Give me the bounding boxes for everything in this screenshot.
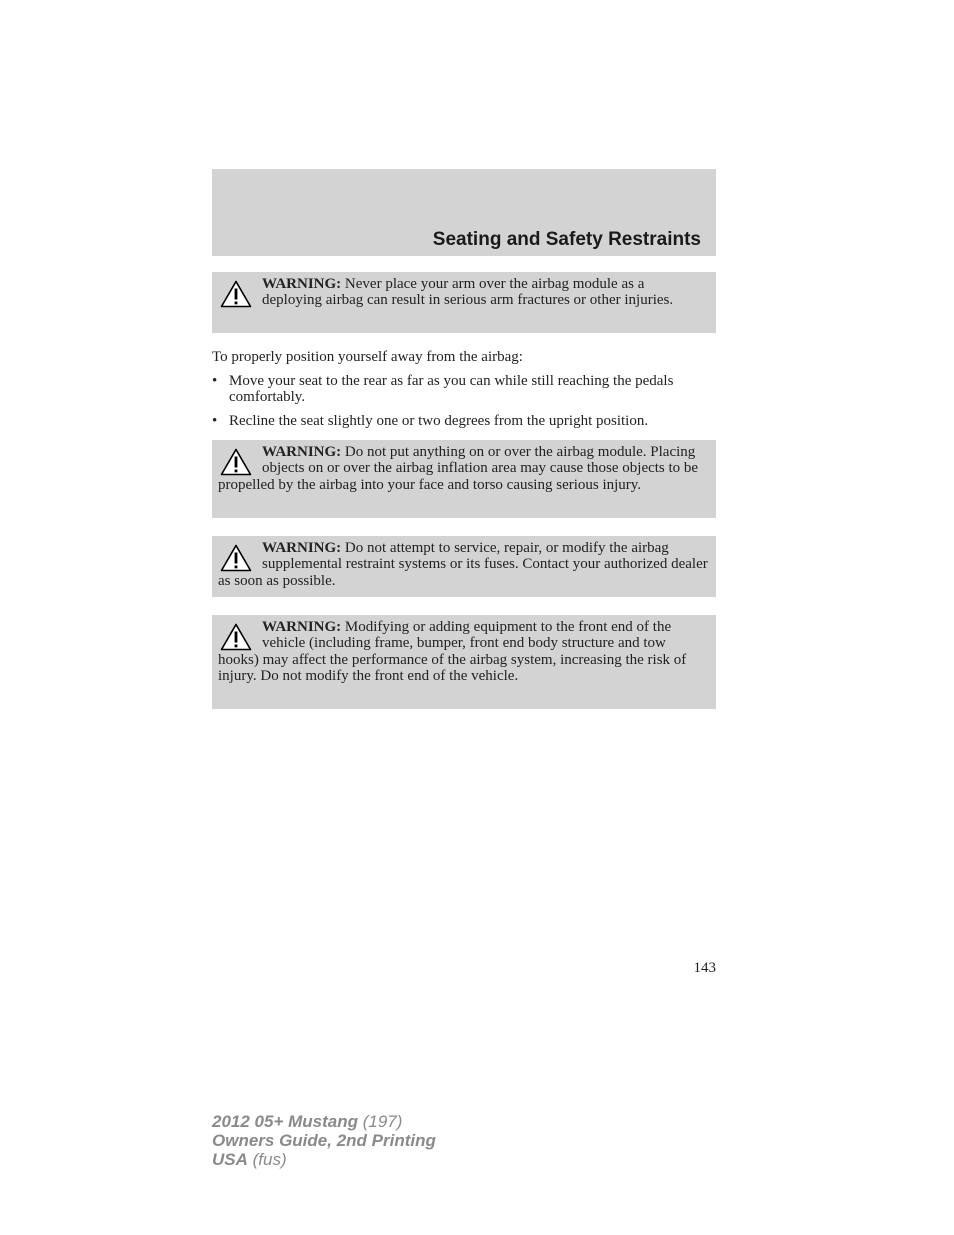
warning-label: WARNING: [262,276,342,292]
page-number: 143 [693,960,716,976]
bullet-dot: • [212,413,218,429]
warning-text: Do not attempt to service, repair, or modify the airbag supplemental restraint systems or its fuses. Contact your authorized dealer as soon as possible. [218,540,708,589]
list-item [212,413,716,429]
footer-line-market [212,1150,436,1169]
section-header-band [212,169,716,256]
warning-box-arm-placement [212,272,716,333]
footer-line-guide [212,1131,436,1150]
warning-box-objects-on-module [212,440,716,518]
warning-triangle-icon [220,448,252,476]
footer-model: 2012 05+ Mustang [212,1112,358,1131]
document-footer [212,1112,436,1169]
footer-guide-edition: Owners Guide, 2nd Printing [212,1131,436,1150]
warning-box-service-repair [212,536,716,597]
warning-text: Do not put anything on or over the airbag module. Placing objects on or over the airbag inflation area may cause those objects to be propelled by the airbag into your face and torso causing serious injury. [218,444,699,493]
list-item-text: Recline the seat slightly one or two degrees from the upright position. [229,413,649,429]
list-item [212,373,716,406]
warning-label: WARNING: [262,619,342,635]
footer-market: USA [212,1150,248,1169]
list-item-text: Move your seat to the rear as far as you can while still reaching the pedals comfortably. [229,373,674,406]
warning-text: Modifying or adding equipment to the front end of the vehicle (including frame, bumper, front end body structure and tow hooks) may affect the performance of the airbag system, increasing the risk of injury. Do not modify the front end of the vehicle. [218,619,687,685]
warning-box-front-end-modification [212,615,716,709]
footer-model-code: (197) [362,1112,403,1131]
warning-text: Never place your arm over the airbag module as a deploying airbag can result in serious arm fractures or other injuries. [262,276,674,309]
warning-triangle-icon [220,623,252,651]
warning-label: WARNING: [262,540,342,556]
bullet-dot: • [212,373,218,389]
intro-paragraph: To properly position yourself away from the airbag: [212,349,523,365]
footer-market-code: (fus) [252,1150,287,1169]
footer-line-model [212,1112,436,1131]
section-title: Seating and Safety Restraints [432,229,701,250]
warning-triangle-icon [220,544,252,572]
warning-label: WARNING: [262,444,342,460]
warning-triangle-icon [220,280,252,308]
